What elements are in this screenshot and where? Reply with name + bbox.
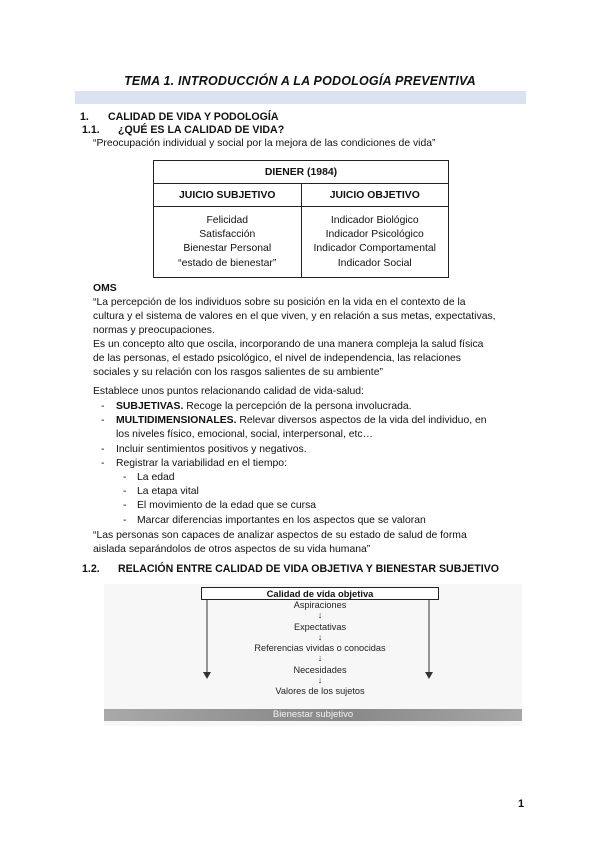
multidimensionales-cont: los niveles físico, emocional, social, interpersonal, etc… bbox=[116, 429, 373, 441]
sublist-item: - La edad bbox=[122, 471, 426, 485]
objetivo-item: Indicador Social bbox=[337, 257, 412, 269]
multidimensionales-label: MULTIDIMENSIONALES. bbox=[116, 415, 237, 427]
objetivo-item: Indicador Psicológico bbox=[325, 229, 424, 241]
sublist-item: - El movimiento de la edad que se cursa bbox=[122, 499, 426, 513]
closing-quote-line: aislada separándolos de otros aspectos de su vida humana” bbox=[93, 544, 371, 555]
calidad-vida-objetiva-box: Calidad de vida objetiva bbox=[201, 587, 439, 600]
juicio-subjetivo-header: JUICIO SUBJETIVO bbox=[154, 184, 302, 207]
diener-table bbox=[153, 160, 449, 278]
diagram-step: Necesidades bbox=[293, 665, 347, 675]
section-1-1-number: 1.1. bbox=[82, 124, 100, 136]
section-1-2-label: RELACIÓN ENTRE CALIDAD DE VIDA OBJETIVA Y BIENESTAR SUBJETIVO bbox=[118, 563, 500, 575]
subjetivas-text: Recoge la percepción de la persona involucrada. bbox=[183, 401, 412, 412]
page-title: TEMA 1. INTRODUCCIÓN A LA PODOLOGÍA PREVENTIVA bbox=[124, 74, 476, 88]
down-arrow-icon: ↓ bbox=[317, 632, 323, 642]
down-arrow-icon: ↓ bbox=[317, 675, 323, 685]
oms-line: de las personas, el estado psicológico, el nivel de independencia, las relaciones bbox=[93, 353, 461, 364]
page-number: 1 bbox=[518, 798, 525, 810]
establece-text: Establece unos puntos relacionando calidad de vida-salud: bbox=[93, 386, 364, 397]
juicio-objetivo-cell bbox=[301, 207, 449, 278]
oms-line: “La percepción de los individuos sobre su posición en la vida en el contexto de la bbox=[93, 297, 466, 308]
juicio-subjetivo-cell bbox=[154, 207, 302, 278]
diagram-step: Expectativas bbox=[293, 622, 347, 632]
variability-sublist bbox=[122, 471, 426, 528]
multidimensionales-text: Relevar diversos aspectos de la vida del individuo, en bbox=[236, 415, 487, 427]
objetivo-item: Indicador Biológico bbox=[330, 215, 419, 226]
closing-quote-line: “Las personas son capaces de analizar aspectos de su estado de salud de forma bbox=[93, 530, 467, 541]
section-highlight-bar bbox=[75, 91, 526, 104]
down-arrow-icon: ↓ bbox=[317, 610, 323, 620]
subjetivo-item: Felicidad bbox=[206, 215, 249, 226]
diagram-step: Valores de los sujetos bbox=[275, 686, 365, 696]
diener-table-header: DIENER (1984) bbox=[154, 161, 449, 184]
list-item bbox=[100, 414, 487, 442]
section-1-heading bbox=[80, 111, 279, 123]
subjetivo-item: Bienestar Personal bbox=[183, 243, 272, 255]
down-arrow-icon: ↓ bbox=[317, 653, 323, 663]
subjetivas-label: SUBJETIVAS. bbox=[116, 401, 184, 412]
objetivo-item: Indicador Comportamental bbox=[313, 243, 436, 255]
juicio-objetivo-header: JUICIO OBJETIVO bbox=[301, 184, 449, 207]
section-1-1-heading bbox=[82, 124, 284, 136]
section-1-1-label: ¿QUÉ ES LA CALIDAD DE VIDA? bbox=[118, 124, 285, 136]
points-list bbox=[100, 400, 487, 471]
oms-line: Es un concepto alto que oscila, incorporando de una manera compleja la salud física bbox=[93, 339, 484, 350]
section-1-2-heading bbox=[82, 563, 499, 575]
sublist-item: - La etapa vital bbox=[122, 485, 426, 499]
list-item bbox=[100, 400, 487, 414]
section-1-label: CALIDAD DE VIDA Y PODOLOGÍA bbox=[108, 111, 279, 123]
bienestar-subjetivo-bar: Bienestar subjetivo bbox=[104, 709, 522, 721]
diagram-step: Referencias vividas o conocidas bbox=[254, 643, 386, 653]
section-1-number: 1. bbox=[80, 111, 89, 123]
diagram-step: Aspiraciones bbox=[293, 600, 347, 610]
oms-line: cultura y el sistema de valores en el que viven, y en relación a sus metas, expectativas, bbox=[93, 311, 496, 322]
subjetivo-item: “estado de bienestar” bbox=[178, 257, 277, 269]
definition-quote: “Preocupación individual y social por la mejora de las condiciones de vida” bbox=[93, 138, 436, 149]
sublist-item: - Marcar diferencias importantes en los aspectos que se valoran bbox=[122, 514, 426, 528]
oms-line: normas y preocupaciones. bbox=[93, 325, 215, 336]
section-1-2-number: 1.2. bbox=[82, 563, 100, 575]
oms-heading: OMS bbox=[93, 283, 117, 294]
oms-line: sociales y su relación con los rasgos salientes de su ambiente” bbox=[93, 367, 383, 378]
list-item: - Registrar la variabilidad en el tiempo: bbox=[100, 457, 487, 471]
subjetivo-item: Satisfacción bbox=[199, 229, 256, 241]
list-item: - Incluir sentimientos positivos y negativos. bbox=[100, 443, 487, 457]
